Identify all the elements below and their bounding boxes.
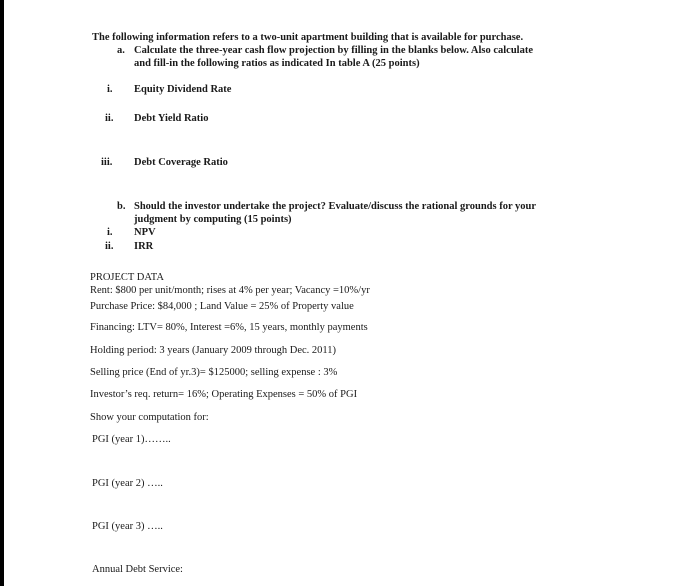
part-b-item-1-label: NPV	[134, 227, 156, 238]
part-a-item-2-label: Debt Yield Ratio	[134, 113, 209, 124]
part-a-item-1-marker: i.	[107, 84, 113, 95]
left-edge-bar	[0, 0, 4, 586]
project-rent: Rent: $800 per unit/month; rises at 4% per year; Vacancy =10%/yr	[90, 285, 370, 296]
project-data-heading: PROJECT DATA	[90, 272, 164, 283]
part-b-line1: Should the investor undertake the project? Evaluate/discuss the rational grounds for your	[134, 201, 537, 212]
intro-text: The following information refers to a two-unit apartment building that is available for purchase.	[92, 32, 524, 43]
project-selling: Selling price (End of yr.3)= $125000; selling expense : 3%	[90, 367, 338, 378]
part-a-line2: and fill-in the following ratios as indicated In table A (25 points)	[134, 58, 420, 69]
project-annual-debt-service: Annual Debt Service:	[92, 564, 183, 575]
project-investor: Investor’s req. return= 16%; Operating Expenses = 50% of PGI	[90, 389, 358, 400]
part-a-item-2-marker: ii.	[105, 113, 114, 124]
part-b-line2: judgment by computing (15 points)	[134, 214, 292, 225]
part-b-marker: b.	[117, 201, 126, 212]
part-a-line1: Calculate the three-year cash flow projection by filling in the blanks below. Also calculate	[134, 45, 533, 56]
project-financing: Financing: LTV= 80%, Interest =6%, 15 years, monthly payments	[90, 322, 368, 333]
project-show-computation: Show your computation for:	[90, 412, 209, 423]
part-b-item-2-marker: ii.	[105, 241, 114, 252]
part-b-item-1-marker: i.	[107, 227, 113, 238]
part-b-item-2-label: IRR	[134, 241, 154, 252]
part-a-item-3-label: Debt Coverage Ratio	[134, 157, 228, 168]
part-a-item-1-label: Equity Dividend Rate	[134, 84, 232, 95]
part-a-item-3-marker: iii.	[101, 157, 113, 168]
project-price: Purchase Price: $84,000 ; Land Value = 25% of Property value	[90, 301, 354, 312]
project-pgi-year-1: PGI (year 1)……..	[92, 434, 171, 445]
project-holding: Holding period: 3 years (January 2009 through Dec. 2011)	[90, 345, 337, 356]
project-pgi-year-3: PGI (year 3) …..	[92, 521, 163, 532]
project-pgi-year-2: PGI (year 2) …..	[92, 478, 163, 489]
part-a-marker: a.	[117, 45, 125, 56]
